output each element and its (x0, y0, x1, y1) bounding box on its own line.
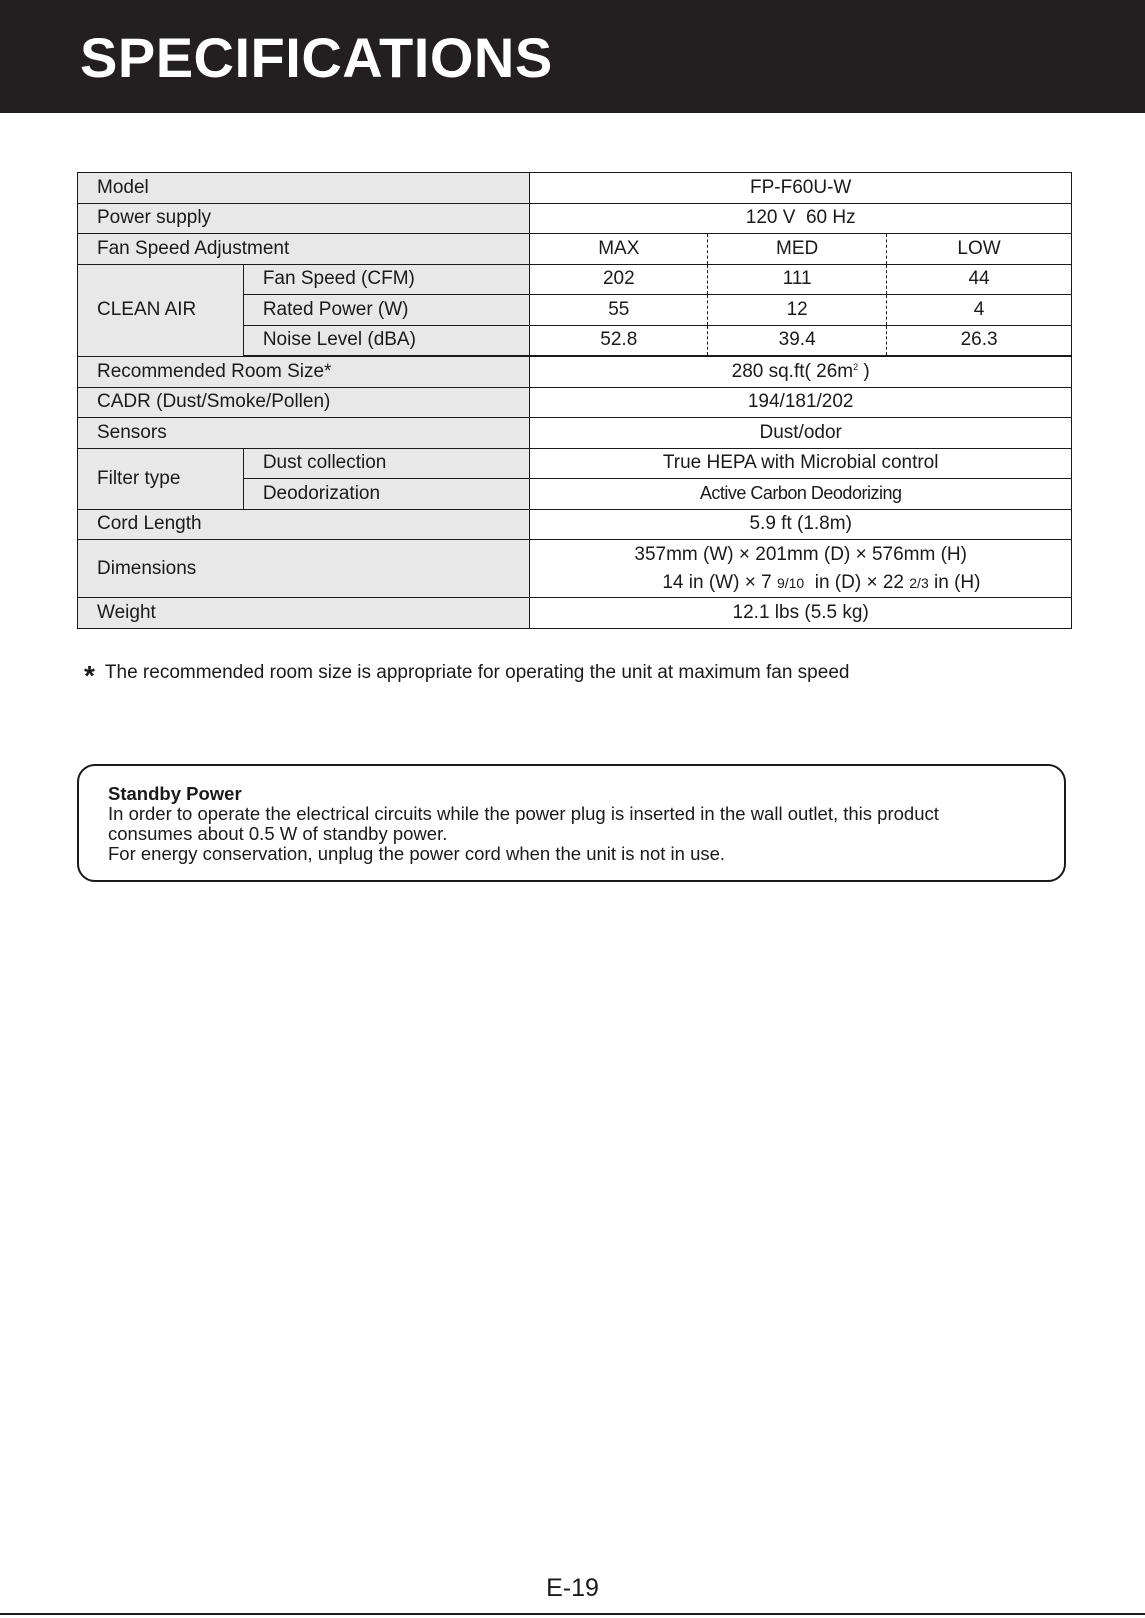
table-row (78, 203, 1072, 234)
table-row (78, 418, 1072, 449)
standby-power-title: Standby Power (108, 783, 242, 804)
fan-speed-adjustment-label: Fan Speed Adjustment (78, 234, 530, 265)
dust-collection-label: Dust collection (243, 448, 530, 479)
table-row (78, 509, 1072, 540)
fan-speed-max-header: MAX (530, 234, 708, 265)
rated-power-low: 4 (887, 295, 1072, 326)
table-row (78, 173, 1072, 204)
table-row (78, 387, 1072, 418)
footer-divider (0, 1613, 1145, 1615)
noise-level-low: 26.3 (887, 325, 1072, 356)
table-row (78, 540, 1072, 598)
fan-speed-cfm-med: 111 (708, 264, 887, 295)
dimensions-imperial (530, 573, 1071, 593)
page-header (0, 0, 1145, 113)
dimensions-imperial-part-c: in (H) (928, 572, 981, 593)
dust-collection-value: True HEPA with Microbial control (530, 448, 1072, 479)
fan-speed-cfm-label: Fan Speed (CFM) (243, 264, 530, 295)
dimensions-fraction-depth: 9/10 (776, 575, 805, 591)
clean-air-label: CLEAN AIR (78, 264, 244, 356)
room-size-footnote (84, 660, 849, 692)
power-supply-text: 120 V 60 Hz (745, 207, 856, 229)
fan-speed-med-header: MED (708, 234, 887, 265)
cadr-value: 194/181/202 (530, 387, 1072, 418)
fan-speed-low-header: LOW (887, 234, 1072, 265)
specifications-table (77, 172, 1072, 629)
dimensions-imperial-part-b: in (D) × 22 (804, 572, 910, 593)
dimensions-label: Dimensions (78, 540, 530, 598)
power-supply-value (530, 203, 1072, 234)
standby-power-line-1: In order to operate the electrical circuits while the power plug is inserted in the wall outlet, this product (108, 803, 939, 824)
noise-level-med: 39.4 (708, 325, 887, 356)
page-number: E-19 (546, 1574, 599, 1602)
room-size-label: Recommended Room Size* (78, 356, 530, 387)
filter-type-label: Filter type (78, 448, 244, 509)
table-row (78, 264, 1072, 295)
sensors-label: Sensors (78, 418, 530, 449)
standby-power-line-3: For energy conservation, unplug the power cord when the unit is not in use. (108, 843, 726, 864)
cadr-label: CADR (Dust/Smoke/Pollen) (78, 387, 530, 418)
cord-length-value: 5.9 ft (1.8m) (530, 509, 1072, 540)
sensors-value: Dust/odor (530, 418, 1072, 449)
model-label: Model (78, 173, 530, 204)
room-size-value (530, 356, 1072, 387)
standby-power-box (77, 764, 1066, 882)
dimensions-value (530, 540, 1072, 598)
noise-level-max: 52.8 (530, 325, 708, 356)
dimensions-fraction-height: 2/3 (909, 575, 929, 591)
table-row (78, 448, 1072, 479)
table-row (78, 356, 1072, 387)
page-title: SPECIFICATIONS (80, 26, 553, 89)
rated-power-label: Rated Power (W) (243, 295, 530, 326)
deodorization-label: Deodorization (243, 479, 530, 510)
weight-value: 12.1 lbs (5.5 kg) (530, 598, 1072, 629)
footnote-text: The recommended room size is appropriate for operating the unit at maximum fan speed (104, 662, 850, 683)
model-value: FP-F60U-W (530, 173, 1072, 204)
fan-speed-cfm-low: 44 (887, 264, 1072, 295)
fan-speed-cfm-max: 202 (530, 264, 708, 295)
room-size-suffix: ) (858, 360, 870, 382)
table-row (78, 598, 1072, 629)
rated-power-max: 55 (530, 295, 708, 326)
dimensions-metric: 357mm (W) × 201mm (D) × 576mm (H) (634, 544, 967, 565)
cord-length-label: Cord Length (78, 509, 530, 540)
rated-power-med: 12 (708, 295, 887, 326)
weight-label: Weight (78, 598, 530, 629)
room-size-text: 280 sq.ft( 26m (731, 360, 854, 382)
dimensions-imperial-part-a: 14 in (W) × 7 (662, 572, 777, 593)
noise-level-label: Noise Level (dBA) (243, 325, 530, 356)
room-size-superscript: 2 (853, 361, 859, 372)
deodorization-value: Active Carbon Deodorizing (530, 479, 1072, 510)
table-row (78, 234, 1072, 265)
standby-power-line-2: consumes about 0.5 W of standby power. (108, 823, 448, 844)
power-supply-label: Power supply (78, 203, 530, 234)
asterisk-icon: * (84, 660, 95, 691)
